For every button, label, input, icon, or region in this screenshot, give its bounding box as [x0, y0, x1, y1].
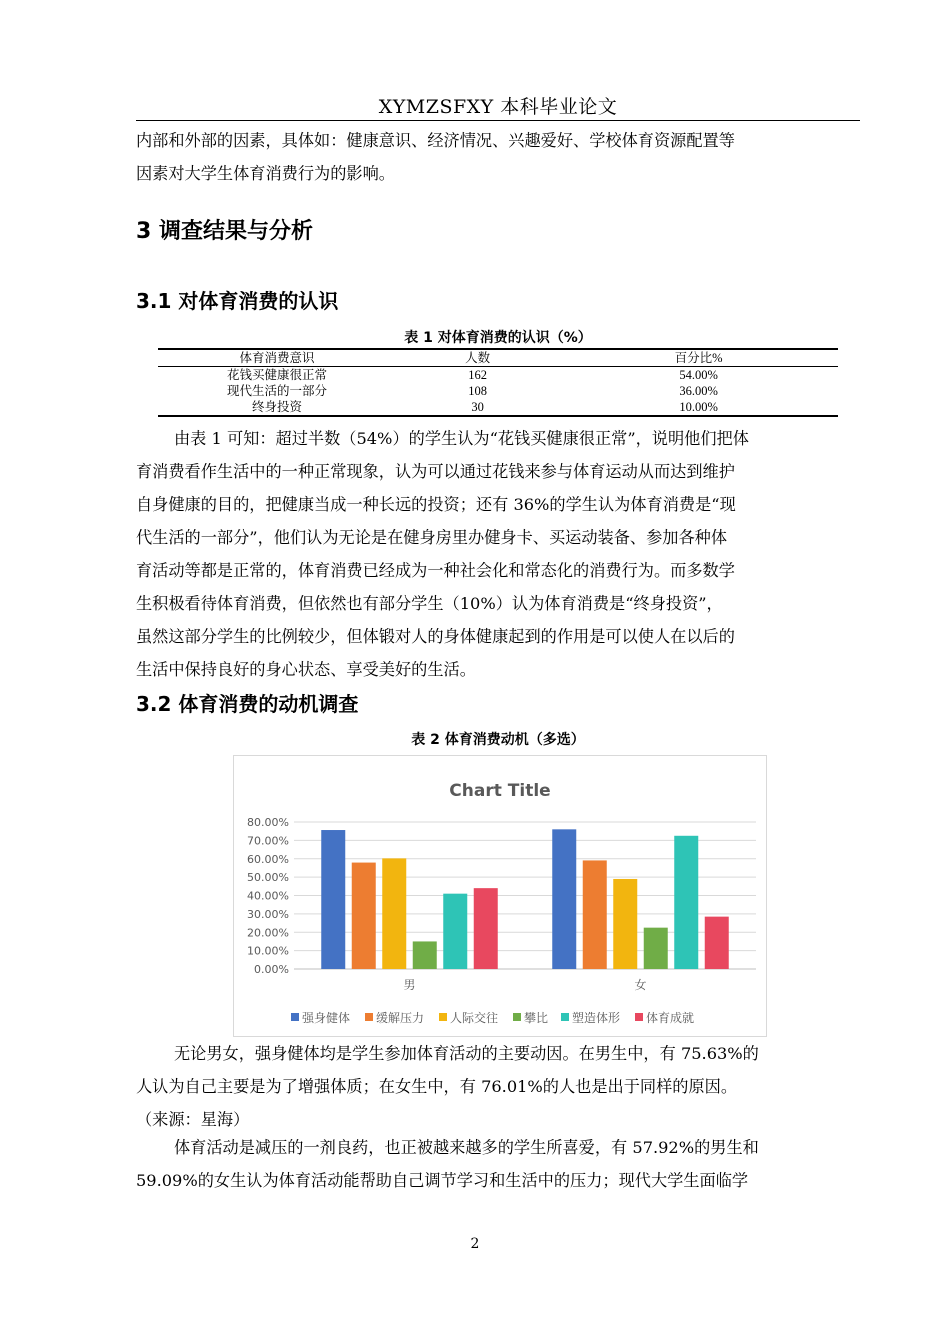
bar — [474, 888, 498, 969]
para3-line: 人认为自己主要是为了增强体质；在女生中，有 76.01%的人也是出于同样的原因。 — [136, 1077, 738, 1096]
y-tick-label: 20.00% — [247, 926, 289, 940]
para4-line: 体育活动是减压的一剂良药，也正被越来越多的学生所喜爱，有 57.92%的男生和 — [174, 1138, 759, 1157]
table-row — [158, 399, 838, 416]
table-cell: 花钱买健康很正常 — [226, 368, 327, 382]
legend-swatch — [635, 1013, 643, 1021]
legend-label: 体育成就 — [646, 1011, 695, 1025]
section-3-2-heading: 3.2 体育消费的动机调查 — [136, 692, 359, 716]
para2-line: 育活动等都是正常的，体育消费已经成为一种社会化和常态化的消费行为。而多数学 — [136, 561, 735, 580]
table-cell: 30 — [471, 400, 484, 414]
para3-line: 无论男女，强身健体均是学生参加体育活动的主要动因。在男生中，有 75.63%的 — [174, 1044, 759, 1063]
bar — [552, 829, 576, 969]
y-tick-label: 30.00% — [247, 907, 289, 921]
bar — [443, 894, 467, 969]
y-tick-label: 0.00% — [254, 963, 289, 976]
header-rule — [136, 120, 860, 121]
x-tick-label: 男 — [403, 978, 416, 992]
para2-line: 育消费看作生活中的一种正常现象，认为可以通过花钱来参与体育运动从而达到维护 — [136, 462, 735, 481]
para2-line: 生活中保持良好的身心状态、享受美好的生活。 — [136, 660, 476, 679]
body-paragraph-4 — [136, 1131, 860, 1197]
legend-swatch — [513, 1013, 521, 1021]
bar — [705, 917, 729, 969]
body-paragraph-2 — [136, 422, 860, 686]
table-header-cell: 人数 — [465, 351, 491, 365]
page-number: 2 — [470, 1236, 480, 1252]
para3-line: （来源：星海） — [136, 1110, 250, 1129]
table-1 — [158, 348, 838, 417]
table-cell: 108 — [468, 384, 487, 398]
bar — [644, 928, 668, 969]
bar — [613, 879, 637, 969]
bar — [674, 836, 698, 969]
table-row — [158, 383, 838, 399]
legend-label: 强身健体 — [302, 1011, 351, 1025]
legend-label: 塑造体形 — [572, 1011, 621, 1025]
table-row — [158, 367, 838, 384]
para2-line: 代生活的一部分”，他们认为无论是在健身房里办健身卡、买运动装备、参加各种体 — [136, 528, 728, 547]
y-tick-label: 40.00% — [247, 889, 289, 903]
chart-title: Chart Title — [449, 781, 551, 801]
table-header-row — [158, 349, 838, 367]
bar-chart — [234, 756, 766, 1036]
bar — [583, 860, 607, 969]
table-2-caption: 表 2 体育消费动机（多选） — [411, 732, 585, 748]
table-header-cell: 百分比% — [674, 351, 723, 365]
y-tick-label: 50.00% — [247, 871, 289, 885]
legend-swatch — [291, 1013, 299, 1021]
table-header-cell: 体育消费意识 — [239, 351, 315, 365]
legend-swatch — [365, 1013, 373, 1021]
para2-line: 由表 1 可知：超过半数（54%）的学生认为“花钱买健康很正常”，说明他们把体 — [174, 429, 749, 448]
x-tick-label: 女 — [634, 978, 647, 992]
bar — [321, 830, 345, 969]
para4-line: 59.09%的女生认为体育活动能帮助自己调节学习和生活中的压力；现代大学生面临学 — [136, 1171, 749, 1190]
chart-bars — [321, 829, 729, 969]
intro-line-2: 因素对大学生体育消费行为的影响。 — [136, 164, 395, 183]
page-header: XYMZSFXY 本科毕业论文 — [378, 96, 618, 118]
legend-label: 缓解压力 — [376, 1011, 425, 1025]
legend-label: 攀比 — [524, 1011, 549, 1025]
table-cell: 终身投资 — [251, 400, 302, 414]
table-cell: 54.00% — [679, 368, 718, 382]
para2-line: 自身健康的目的，把健康当成一种长远的投资；还有 36%的学生认为体育消费是“现 — [136, 495, 736, 514]
section-3-1-heading: 3.1 对体育消费的认识 — [136, 289, 339, 313]
para2-line: 生积极看待体育消费，但依然也有部分学生（10%）认为体育消费是“终身投资”， — [136, 594, 723, 613]
table-cell: 162 — [468, 368, 487, 382]
intro-paragraph — [136, 124, 860, 190]
y-tick-label: 70.00% — [247, 834, 289, 848]
intro-line-1: 内部和外部的因素，具体如：健康意识、经济情况、兴趣爱好、学校体育资源配置等 — [136, 131, 735, 150]
y-axis-ticks — [247, 816, 289, 976]
legend-swatch — [561, 1013, 569, 1021]
legend-swatch — [439, 1013, 447, 1021]
bar — [352, 863, 376, 969]
chart-container — [233, 755, 767, 1037]
x-axis-labels — [403, 978, 646, 992]
table-cell: 36.00% — [679, 384, 718, 398]
table-cell: 现代生活的一部分 — [226, 384, 327, 398]
chart-legend — [291, 1010, 694, 1025]
table-1-caption: 表 1 对体育消费的认识（%） — [404, 330, 592, 346]
table-cell: 10.00% — [679, 400, 718, 414]
bar — [382, 858, 406, 969]
body-paragraph-3 — [136, 1037, 860, 1136]
y-tick-label: 80.00% — [247, 816, 289, 829]
para2-line: 虽然这部分学生的比例较少，但体锻对人的身体健康起到的作用是可以使人在以后的 — [136, 627, 735, 646]
y-tick-label: 10.00% — [247, 944, 289, 958]
bar — [413, 941, 437, 969]
section-3-heading: 3 调查结果与分析 — [136, 219, 313, 244]
legend-label: 人际交往 — [450, 1011, 499, 1025]
y-tick-label: 60.00% — [247, 852, 289, 866]
